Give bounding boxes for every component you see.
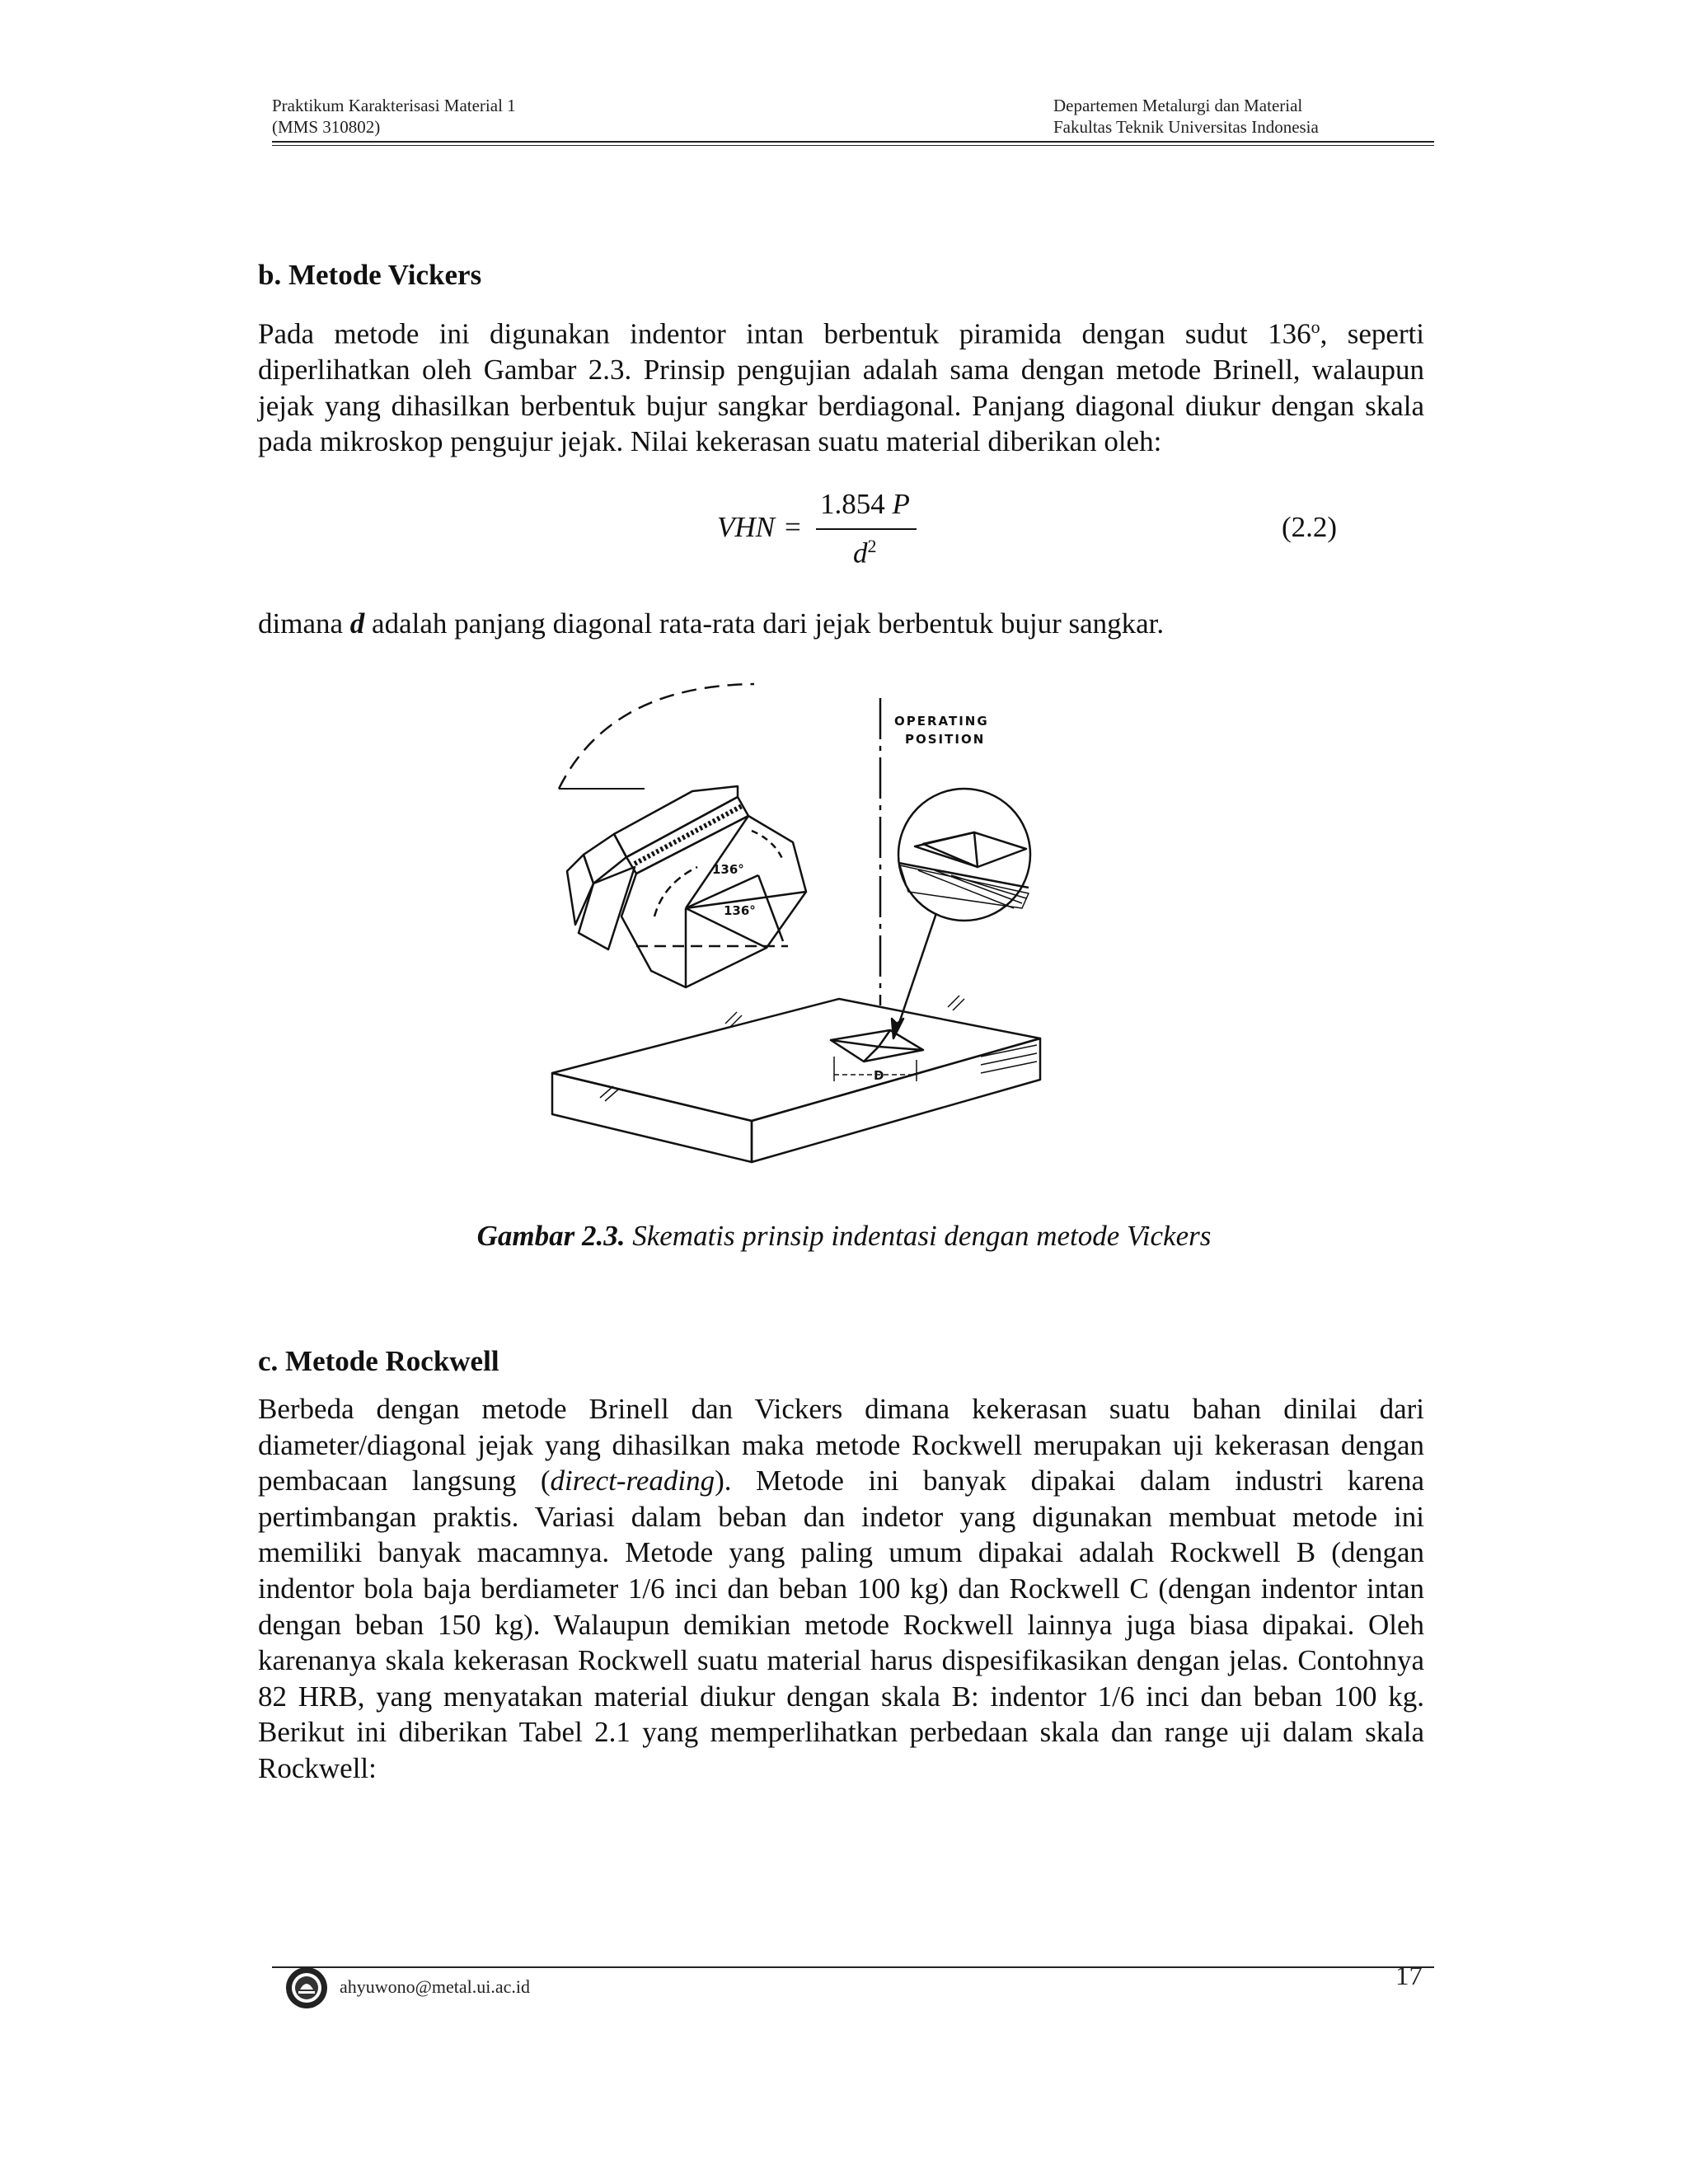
caption-number: Gambar 2.3. — [476, 1220, 626, 1252]
specimen-block — [552, 999, 1040, 1162]
para-text: , seperti diperlihatkan oleh Gambar 2.3. Prinsip pengujian adalah sama dengan metode Brinell, walaupun jejak yang dihasilkan berbentuk bujur sangkar berdiagonal. Panjang diagonal diukur dengan skala pada mikroskop pengujur jejak. Nilai kekerasan suatu material diberikan oleh: — [258, 317, 1424, 458]
figure-caption — [0, 1220, 1688, 1253]
course-code: (MMS 310802) — [272, 117, 381, 137]
variable-d: d — [349, 607, 365, 640]
faculty-name: Fakultas Teknik Universitas Indonesia — [1053, 117, 1319, 137]
university-logo-icon — [284, 1965, 330, 2011]
swing-arc — [559, 684, 754, 789]
header-rule — [272, 141, 1434, 143]
equation-number: (2.2) — [1282, 511, 1338, 543]
header-rule-thin — [272, 145, 1434, 146]
magnified-detail — [898, 789, 1030, 921]
section-c-paragraph — [258, 1391, 1424, 1787]
vhn-symbol: VHN — [717, 511, 775, 543]
operating-label-line2: POSITION — [905, 732, 986, 747]
page-number: 17 — [1395, 1961, 1423, 1991]
equation-numerator — [820, 488, 910, 521]
para-italic: direct-reading — [550, 1465, 715, 1497]
header-left — [272, 95, 516, 138]
section-b-heading: b. Metode Vickers — [258, 259, 482, 291]
pyramid-indenter — [621, 816, 806, 987]
department-name: Departemen Metalurgi dan Material — [1053, 96, 1303, 115]
coefficient: 1.854 — [820, 488, 885, 520]
para-text: adalah panjang diagonal rata-rata dari jejak berbentuk bujur sangkar. — [364, 607, 1165, 640]
footer-email: ahyuwono@metal.ui.ac.id — [340, 1976, 531, 1997]
after-equation-text — [258, 606, 1424, 642]
equals-sign: = — [785, 511, 801, 543]
footer-rule — [272, 1966, 1434, 1968]
operating-label-line1: OPERATING — [894, 714, 989, 729]
angle-label-2: 136° — [724, 903, 756, 918]
equation-denominator — [853, 536, 877, 570]
caption-text: Skematis prinsip indentasi dengan metode Vickers — [625, 1220, 1212, 1252]
course-title: Praktikum Karakterisasi Material 1 — [272, 96, 516, 115]
diagonal-variable: d — [853, 537, 868, 569]
section-b-paragraph — [258, 309, 1424, 460]
fraction-bar — [816, 528, 917, 530]
diagonal-label: D — [874, 1068, 884, 1083]
para-text: dimana — [258, 607, 350, 640]
degree-sup: o — [1311, 316, 1320, 337]
vickers-indentation-figure — [536, 669, 1063, 1170]
angle-label-1: 136° — [712, 862, 744, 877]
para-text: ). Metode ini banyak dipakai dalam industri karena pertimbangan praktis. Variasi dalam beban dan indetor yang digunakan membuat metode ini memiliki banyak macamnya. Metode yang paling umum dipakai adalah Rockwell B (dengan indentor bola baja berdiameter 1/6 inci dan beban 100 kg) dan Rockwell C (dengan indentor intan dengan beban 150 kg). Walaupun demikian metode Rockwell lainnya juga biasa dipakai. Oleh karenanya skala kekerasan Rockwell suatu material harus dispesifikasikan dengan jelas. Contohnya 82 HRB, yang menyatakan material diukur dengan skala B: indentor 1/6 inci dan beban 100 kg. Berikut ini diberikan Tabel 2.1 yang memperlihatkan perbedaan skala dan range uji dalam skala Rockwell: — [258, 1465, 1424, 1784]
load-variable: P — [892, 488, 910, 520]
exponent: 2 — [867, 536, 877, 556]
para-text: Pada metode ini digunakan indentor intan berbentuk piramida dengan sudut 136 — [258, 317, 1311, 350]
header-right — [1053, 95, 1319, 138]
para-text: Berbeda dengan metode Brinell dan Vickers dimana kekerasan suatu bahan dinilai dari diameter/diagonal jejak yang dihasilkan maka metode Rockwell merupakan uji kekerasan dengan pembacaan langsung ( — [258, 1393, 1424, 1497]
detail-pointer — [898, 913, 936, 1025]
equation-lhs — [717, 511, 801, 544]
section-c-heading: c. Metode Rockwell — [258, 1345, 499, 1377]
